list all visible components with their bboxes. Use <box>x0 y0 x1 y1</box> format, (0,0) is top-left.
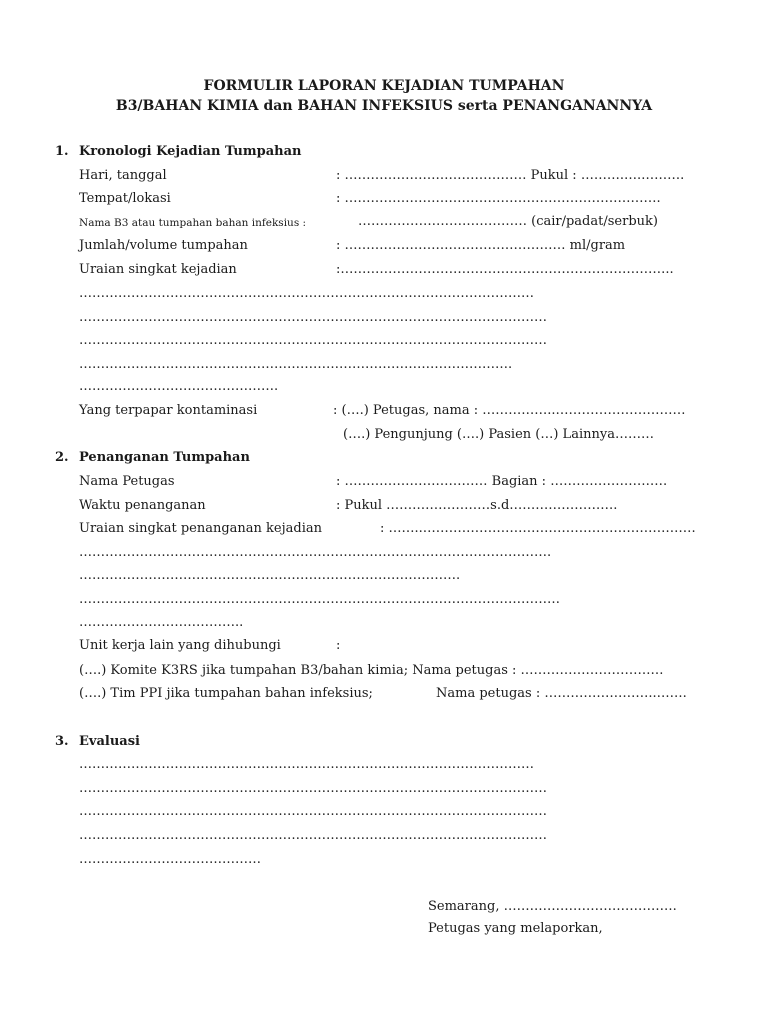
uraian-kejadian-line[interactable]: ………………………………………………………………………………………. <box>79 357 513 372</box>
uraian-penanganan-line[interactable]: ……………………………….. <box>79 615 244 630</box>
uraian-penanganan-field[interactable]: : ……..……………………………………………………… <box>380 521 696 536</box>
uraian-kejadian-line[interactable]: ……………………………………………………………………………………………… <box>79 333 547 348</box>
terpapar-petugas-field[interactable]: : (….) Petugas, nama : ……………..………………………… <box>333 403 686 418</box>
evaluasi-line[interactable]: …………………………………………………………………………………………… <box>79 757 534 772</box>
hari-tanggal-field[interactable]: : …………………………………… Pukul : ……….….………. <box>336 168 685 183</box>
uraian-kejadian-line[interactable]: …………………………………………………………………………………………… <box>79 286 534 301</box>
evaluasi-line[interactable]: ……………………………………………………………………………………………… <box>79 828 547 843</box>
signature-place-date[interactable]: Semarang, …………………………………. <box>428 899 677 914</box>
jumlah-volume-field[interactable]: : …………………………………………… ml/gram <box>336 238 626 253</box>
section-3-number: 3. <box>55 734 69 749</box>
tempat-lokasi-field[interactable]: : ………………………………………………………………. <box>336 191 661 206</box>
signature-reporter-label: Petugas yang melaporkan, <box>428 921 603 936</box>
section-1-number: 1. <box>55 144 69 159</box>
uraian-kejadian-label: Uraian singkat kejadian <box>79 262 237 277</box>
uraian-penanganan-line[interactable]: ……………………………………………………………………………. <box>79 568 461 583</box>
form-title-line-1: FORMULIR LAPORAN KEJADIAN TUMPAHAN <box>203 78 565 94</box>
nama-petugas-field[interactable]: : …………………………… Bagian : ……………………… <box>336 474 668 489</box>
unit-kerja-colon: : <box>336 638 341 653</box>
uraian-kejadian-line[interactable]: ………………………………………. <box>79 379 279 394</box>
uraian-penanganan-line[interactable]: ………………………………………………………………………………………………. <box>79 545 552 560</box>
evaluasi-line[interactable]: ……………………………………………………………………………………………… <box>79 781 547 796</box>
uraian-penanganan-line[interactable]: ………………………………………………………………………………………………… <box>79 592 560 607</box>
nama-petugas-label: Nama Petugas <box>79 474 175 489</box>
evaluasi-line[interactable]: …………………………………… <box>79 852 261 867</box>
terpapar-options[interactable]: (….) Pengunjung (….) Pasien (…) Lainnya……… <box>343 427 654 442</box>
section-2-heading: Penanganan Tumpahan <box>79 450 250 465</box>
waktu-penanganan-label: Waktu penanganan <box>79 498 206 513</box>
tempat-lokasi-label: Tempat/lokasi <box>79 191 171 206</box>
hari-tanggal-label: Hari, tanggal <box>79 168 167 183</box>
terpapar-label: Yang terpapar kontaminasi <box>79 403 258 418</box>
section-3-heading: Evaluasi <box>79 734 140 749</box>
komite-k3rs-option[interactable]: (….) Komite K3RS jika tumpahan B3/bahan kimia; Nama petugas : …………………………… <box>79 663 664 678</box>
tim-ppi-petugas-field[interactable]: Nama petugas : ……………………..……. <box>436 686 687 701</box>
uraian-kejadian-field[interactable]: :………………………………………………………………….. <box>336 262 674 277</box>
uraian-penanganan-label: Uraian singkat penanganan kejadian <box>79 521 323 536</box>
form-title-line-2: B3/BAHAN KIMIA dan BAHAN INFEKSIUS serta PENANGANANNYA <box>115 98 653 114</box>
uraian-kejadian-line[interactable]: ……………………………………………………………………………………………… <box>79 310 547 325</box>
unit-kerja-label: Unit kerja lain yang dihubungi <box>79 638 281 653</box>
waktu-penanganan-field[interactable]: : Pukul ……………………s.d……………………. <box>336 498 618 513</box>
section-1-heading: Kronologi Kejadian Tumpahan <box>79 144 302 159</box>
nama-b3-label: Nama B3 atau tumpahan bahan infeksius : <box>79 217 307 229</box>
nama-b3-field[interactable]: ………………………………… (cair/padat/serbuk) <box>358 214 658 229</box>
section-2-number: 2. <box>55 450 69 465</box>
jumlah-volume-label: Jumlah/volume tumpahan <box>79 238 248 253</box>
evaluasi-line[interactable]: ……………………………………………………………………………………………… <box>79 804 547 819</box>
tim-ppi-option[interactable]: (….) Tim PPI jika tumpahan bahan infeksius; <box>79 686 373 701</box>
